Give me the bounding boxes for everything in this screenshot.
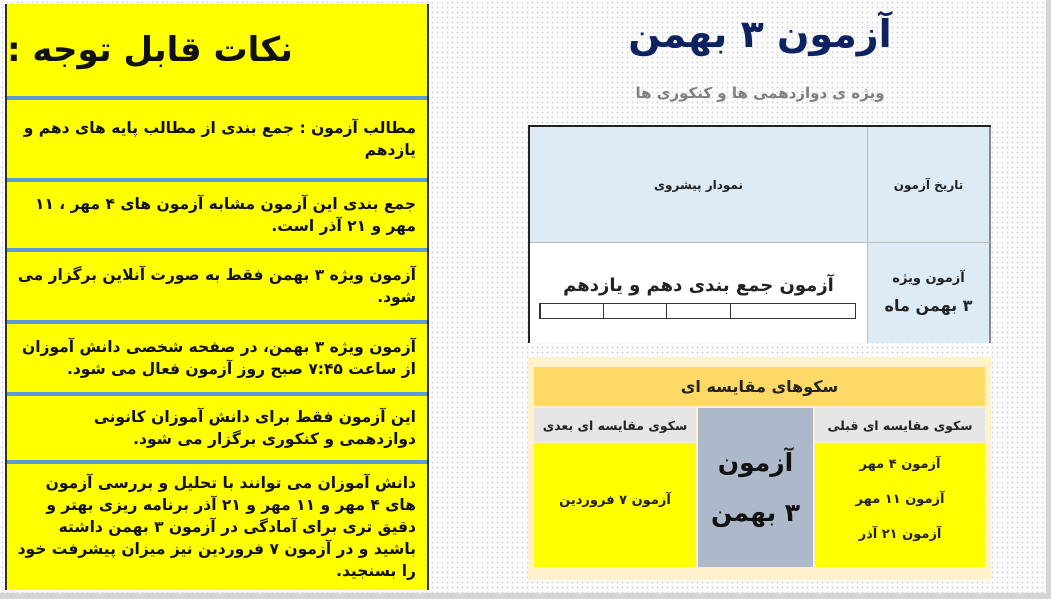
- previous-exam-item: آزمون ۲۱ آذر: [858, 527, 942, 542]
- note-item: آزمون ویژه ۳ بهمن فقط به صورت آنلاین برگزار می شود.: [17, 266, 416, 306]
- exam-type-label: آزمون ویژه: [892, 271, 965, 286]
- next-platform-list: [534, 443, 696, 567]
- progress-segment: [730, 304, 793, 318]
- progress-segment: [540, 304, 603, 318]
- exam-info-table: [528, 125, 991, 343]
- comparison-section: [528, 357, 991, 580]
- progress-segment: [603, 304, 666, 318]
- progress-bar: [539, 303, 856, 319]
- notes-heading: نکات قابل توجه :: [7, 30, 293, 70]
- current-exam-box: [698, 408, 813, 567]
- current-exam-line1: آزمون: [717, 447, 794, 477]
- previous-platform-list: [815, 443, 985, 567]
- note-item: جمع بندی این آزمون مشابه آزمون های ۴ مهر ، ۱۱ مهر و ۲۱ آذر است.: [34, 195, 416, 235]
- current-exam-line2: ۳ بهمن: [710, 497, 801, 527]
- progress-chart-cell: [530, 242, 868, 343]
- progress-segment: [666, 304, 729, 318]
- notes-panel: [5, 4, 429, 590]
- note-item: دانش آموزان می توانند با تحلیل و بررسی آزمون های ۴ مهر و ۱۱ مهر و ۲۱ آذر برنامه ریزی بهتر و دقیق تری برای آمادگی در آزمون ۳ بهمن داشته باشید و در آزمون ۷ فروردین نیز میزان پیشرفت خود را بسنجید.: [17, 474, 416, 580]
- exam-date-cell: [868, 242, 991, 343]
- comparison-heading: سکوهای مقایسه ای: [534, 367, 985, 406]
- exam-date-label: ۳ بهمن ماه: [884, 296, 973, 315]
- progress-segment: [793, 304, 855, 318]
- next-platform-header: سکوی مقایسه ای بعدی: [534, 408, 696, 442]
- next-exam-item: آزمون ۷ فروردین: [559, 493, 671, 508]
- page-title: آزمون ۳ بهمن: [628, 12, 892, 56]
- frame-edge: [1046, 0, 1051, 599]
- previous-exam-item: آزمون ۴ مهر: [859, 457, 941, 472]
- previous-exam-item: آزمون ۱۱ مهر: [855, 492, 945, 507]
- note-item: آزمون ویژه ۳ بهمن، در صفحه شخصی دانش آموزان از ساعت ۷:۴۵ صبح روز آزمون فعال می شود.: [22, 338, 416, 378]
- exam-date-header: تاریخ آزمون: [868, 127, 991, 242]
- note-item: این آزمون فقط برای دانش آموزان کانونی دوازدهمی و کنکوری برگزار می شود.: [93, 408, 416, 448]
- previous-platform-header: سکوی مقایسه ای قبلی: [815, 408, 985, 442]
- progress-label: آزمون جمع بندی دهم و یازدهم: [563, 275, 834, 296]
- page-subtitle: ویژه ی دوازدهمی ها و کنکوری ها: [635, 84, 885, 102]
- progress-chart-header: نمودار پیشروی: [530, 127, 868, 242]
- note-item: مطالب آزمون : جمع بندی از مطالب پایه های دهم و یازدهم: [23, 119, 416, 159]
- frame-edge: [0, 593, 1051, 599]
